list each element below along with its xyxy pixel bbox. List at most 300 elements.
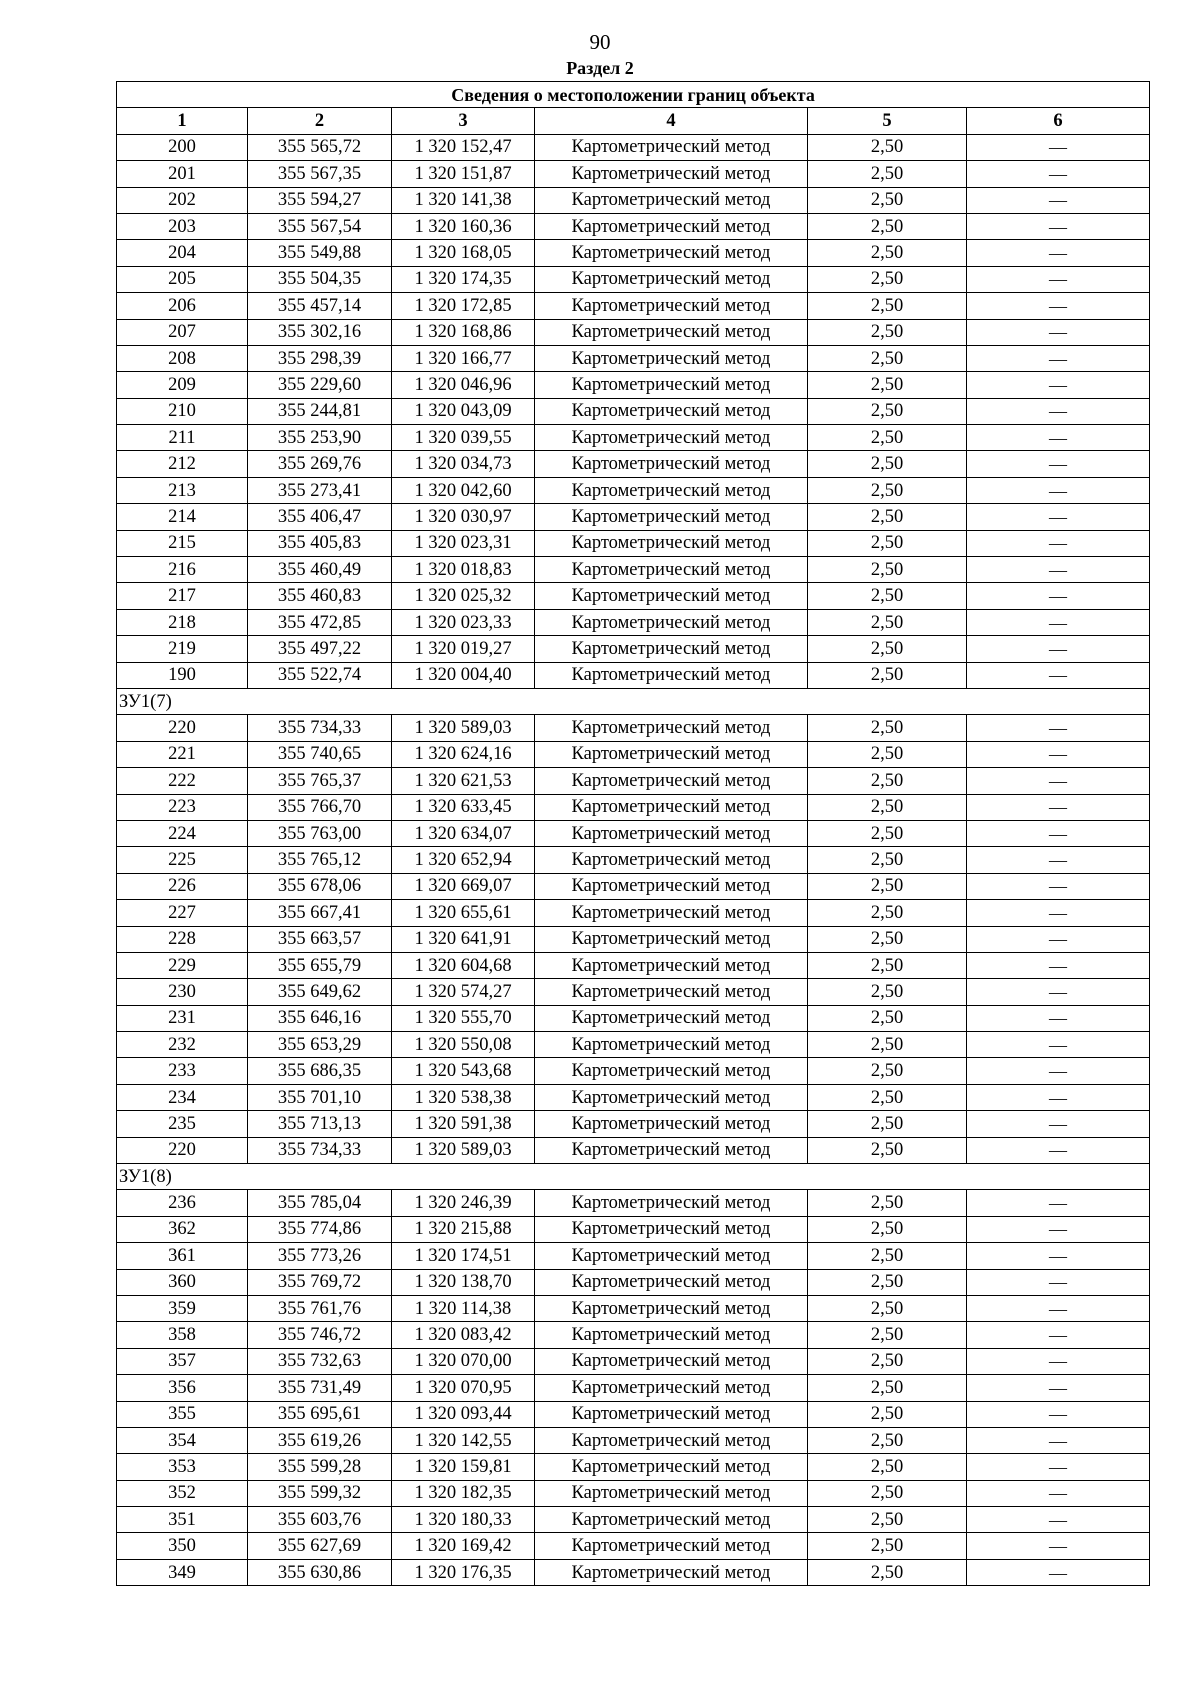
table-caption: Сведения о местоположении границ объекта — [117, 82, 1150, 108]
method-cell: Картометрический метод — [535, 1559, 808, 1585]
method-cell: Картометрический метод — [535, 213, 808, 239]
method-cell: Картометрический метод — [535, 1111, 808, 1137]
x-coordinate-cell: 355 701,10 — [248, 1084, 392, 1110]
table-row — [117, 1507, 1150, 1533]
accuracy-cell: 2,50 — [808, 1190, 967, 1216]
table-row — [117, 1401, 1150, 1427]
x-coordinate-cell: 355 504,35 — [248, 266, 392, 292]
method-cell: Картометрический метод — [535, 1032, 808, 1058]
x-coordinate-cell: 355 740,65 — [248, 741, 392, 767]
method-cell: Картометрический метод — [535, 477, 808, 503]
point-number-cell: 190 — [117, 662, 248, 688]
accuracy-cell: 2,50 — [808, 1005, 967, 1031]
method-cell: Картометрический метод — [535, 293, 808, 319]
y-coordinate-cell: 1 320 166,77 — [392, 345, 535, 371]
accuracy-cell: 2,50 — [808, 1084, 967, 1110]
x-coordinate-cell: 355 655,79 — [248, 952, 392, 978]
x-coordinate-cell: 355 599,32 — [248, 1480, 392, 1506]
x-coordinate-cell: 355 646,16 — [248, 1005, 392, 1031]
table-row — [117, 1480, 1150, 1506]
method-cell: Картометрический метод — [535, 504, 808, 530]
accuracy-cell: 2,50 — [808, 530, 967, 556]
table-row — [117, 768, 1150, 794]
table-row — [117, 1295, 1150, 1321]
x-coordinate-cell: 355 763,00 — [248, 820, 392, 846]
y-coordinate-cell: 1 320 591,38 — [392, 1111, 535, 1137]
point-number-cell: 351 — [117, 1507, 248, 1533]
method-cell: Картометрический метод — [535, 1137, 808, 1163]
method-cell: Картометрический метод — [535, 1084, 808, 1110]
table-row — [117, 1032, 1150, 1058]
group-label: ЗУ1(8) — [117, 1164, 1150, 1190]
y-coordinate-cell: 1 320 669,07 — [392, 873, 535, 899]
point-number-cell: 207 — [117, 319, 248, 345]
accuracy-cell: 2,50 — [808, 477, 967, 503]
x-coordinate-cell: 355 678,06 — [248, 873, 392, 899]
table-row — [117, 293, 1150, 319]
method-cell: Картометрический метод — [535, 1427, 808, 1453]
point-number-cell: 357 — [117, 1348, 248, 1374]
method-cell: Картометрический метод — [535, 741, 808, 767]
table-caption-row — [117, 82, 1150, 108]
y-coordinate-cell: 1 320 182,35 — [392, 1480, 535, 1506]
note-cell: — — [967, 583, 1150, 609]
accuracy-cell: 2,50 — [808, 583, 967, 609]
point-number-cell: 224 — [117, 820, 248, 846]
column-header: 5 — [808, 108, 967, 134]
y-coordinate-cell: 1 320 083,42 — [392, 1322, 535, 1348]
x-coordinate-cell: 355 761,76 — [248, 1295, 392, 1321]
table-row — [117, 847, 1150, 873]
y-coordinate-cell: 1 320 025,32 — [392, 583, 535, 609]
accuracy-cell: 2,50 — [808, 979, 967, 1005]
method-cell: Картометрический метод — [535, 187, 808, 213]
table-row — [117, 1375, 1150, 1401]
table-row — [117, 1190, 1150, 1216]
y-coordinate-cell: 1 320 046,96 — [392, 372, 535, 398]
y-coordinate-cell: 1 320 070,95 — [392, 1375, 535, 1401]
accuracy-cell: 2,50 — [808, 1295, 967, 1321]
method-cell: Картометрический метод — [535, 398, 808, 424]
point-number-cell: 236 — [117, 1190, 248, 1216]
y-coordinate-cell: 1 320 641,91 — [392, 926, 535, 952]
accuracy-cell: 2,50 — [808, 794, 967, 820]
x-coordinate-cell: 355 773,26 — [248, 1243, 392, 1269]
x-coordinate-cell: 355 229,60 — [248, 372, 392, 398]
accuracy-cell: 2,50 — [808, 293, 967, 319]
method-cell: Картометрический метод — [535, 557, 808, 583]
accuracy-cell: 2,50 — [808, 1480, 967, 1506]
table-row — [117, 1454, 1150, 1480]
x-coordinate-cell: 355 713,13 — [248, 1111, 392, 1137]
method-cell: Картометрический метод — [535, 1190, 808, 1216]
note-cell: — — [967, 293, 1150, 319]
y-coordinate-cell: 1 320 168,86 — [392, 319, 535, 345]
accuracy-cell: 2,50 — [808, 425, 967, 451]
point-number-cell: 349 — [117, 1559, 248, 1585]
accuracy-cell: 2,50 — [808, 240, 967, 266]
note-cell: — — [967, 477, 1150, 503]
y-coordinate-cell: 1 320 246,39 — [392, 1190, 535, 1216]
table-row — [117, 873, 1150, 899]
y-coordinate-cell: 1 320 039,55 — [392, 425, 535, 451]
table-row — [117, 530, 1150, 556]
y-coordinate-cell: 1 320 030,97 — [392, 504, 535, 530]
table-row — [117, 187, 1150, 213]
y-coordinate-cell: 1 320 172,85 — [392, 293, 535, 319]
section-title: Раздел 2 — [566, 58, 634, 78]
y-coordinate-cell: 1 320 176,35 — [392, 1559, 535, 1585]
table-row — [117, 820, 1150, 846]
x-coordinate-cell: 355 765,37 — [248, 768, 392, 794]
x-coordinate-cell: 355 663,57 — [248, 926, 392, 952]
method-cell: Картометрический метод — [535, 609, 808, 635]
y-coordinate-cell: 1 320 152,47 — [392, 134, 535, 160]
y-coordinate-cell: 1 320 168,05 — [392, 240, 535, 266]
accuracy-cell: 2,50 — [808, 609, 967, 635]
y-coordinate-cell: 1 320 159,81 — [392, 1454, 535, 1480]
y-coordinate-cell: 1 320 142,55 — [392, 1427, 535, 1453]
note-cell: — — [967, 1005, 1150, 1031]
accuracy-cell: 2,50 — [808, 900, 967, 926]
table-row — [117, 1322, 1150, 1348]
point-number-cell: 208 — [117, 345, 248, 371]
method-cell: Картометрический метод — [535, 266, 808, 292]
accuracy-cell: 2,50 — [808, 873, 967, 899]
note-cell: — — [967, 372, 1150, 398]
point-number-cell: 221 — [117, 741, 248, 767]
accuracy-cell: 2,50 — [808, 636, 967, 662]
x-coordinate-cell: 355 627,69 — [248, 1533, 392, 1559]
method-cell: Картометрический метод — [535, 662, 808, 688]
y-coordinate-cell: 1 320 174,51 — [392, 1243, 535, 1269]
method-cell: Картометрический метод — [535, 952, 808, 978]
x-coordinate-cell: 355 599,28 — [248, 1454, 392, 1480]
y-coordinate-cell: 1 320 652,94 — [392, 847, 535, 873]
table-row — [117, 583, 1150, 609]
note-cell: — — [967, 1269, 1150, 1295]
point-number-cell: 230 — [117, 979, 248, 1005]
note-cell: — — [967, 134, 1150, 160]
method-cell: Картометрический метод — [535, 372, 808, 398]
point-number-cell: 212 — [117, 451, 248, 477]
y-coordinate-cell: 1 320 160,36 — [392, 213, 535, 239]
table-row — [117, 134, 1150, 160]
table-row — [117, 662, 1150, 688]
accuracy-cell: 2,50 — [808, 1137, 967, 1163]
accuracy-cell: 2,50 — [808, 345, 967, 371]
accuracy-cell: 2,50 — [808, 1427, 967, 1453]
table-row — [117, 504, 1150, 530]
note-cell: — — [967, 1243, 1150, 1269]
point-number-cell: 355 — [117, 1401, 248, 1427]
note-cell: — — [967, 1295, 1150, 1321]
note-cell: — — [967, 1427, 1150, 1453]
point-number-cell: 210 — [117, 398, 248, 424]
point-number-cell: 220 — [117, 1137, 248, 1163]
table-row — [117, 161, 1150, 187]
x-coordinate-cell: 355 785,04 — [248, 1190, 392, 1216]
y-coordinate-cell: 1 320 634,07 — [392, 820, 535, 846]
y-coordinate-cell: 1 320 633,45 — [392, 794, 535, 820]
table-row — [117, 926, 1150, 952]
table-body — [117, 134, 1150, 1585]
point-number-cell: 232 — [117, 1032, 248, 1058]
method-cell: Картометрический метод — [535, 1005, 808, 1031]
x-coordinate-cell: 355 667,41 — [248, 900, 392, 926]
method-cell: Картометрический метод — [535, 1216, 808, 1242]
method-cell: Картометрический метод — [535, 1480, 808, 1506]
y-coordinate-cell: 1 320 555,70 — [392, 1005, 535, 1031]
accuracy-cell: 2,50 — [808, 926, 967, 952]
note-cell: — — [967, 1480, 1150, 1506]
accuracy-cell: 2,50 — [808, 372, 967, 398]
note-cell: — — [967, 425, 1150, 451]
note-cell: — — [967, 504, 1150, 530]
x-coordinate-cell: 355 766,70 — [248, 794, 392, 820]
table-row — [117, 979, 1150, 1005]
point-number-cell: 203 — [117, 213, 248, 239]
y-coordinate-cell: 1 320 004,40 — [392, 662, 535, 688]
y-coordinate-cell: 1 320 624,16 — [392, 741, 535, 767]
point-number-cell: 216 — [117, 557, 248, 583]
table-row — [117, 1084, 1150, 1110]
point-number-cell: 206 — [117, 293, 248, 319]
group-row — [117, 688, 1150, 714]
y-coordinate-cell: 1 320 180,33 — [392, 1507, 535, 1533]
x-coordinate-cell: 355 244,81 — [248, 398, 392, 424]
note-cell: — — [967, 1216, 1150, 1242]
table-row — [117, 240, 1150, 266]
accuracy-cell: 2,50 — [808, 1322, 967, 1348]
accuracy-cell: 2,50 — [808, 820, 967, 846]
x-coordinate-cell: 355 460,49 — [248, 557, 392, 583]
table-row — [117, 715, 1150, 741]
point-number-cell: 352 — [117, 1480, 248, 1506]
note-cell: — — [967, 557, 1150, 583]
note-cell: — — [967, 1533, 1150, 1559]
method-cell: Картометрический метод — [535, 451, 808, 477]
note-cell: — — [967, 530, 1150, 556]
y-coordinate-cell: 1 320 550,08 — [392, 1032, 535, 1058]
note-cell: — — [967, 345, 1150, 371]
accuracy-cell: 2,50 — [808, 847, 967, 873]
x-coordinate-cell: 355 567,35 — [248, 161, 392, 187]
y-coordinate-cell: 1 320 621,53 — [392, 768, 535, 794]
group-label: ЗУ1(7) — [117, 688, 1150, 714]
method-cell: Картометрический метод — [535, 636, 808, 662]
note-cell: — — [967, 952, 1150, 978]
y-coordinate-cell: 1 320 151,87 — [392, 161, 535, 187]
point-number-cell: 356 — [117, 1375, 248, 1401]
note-cell: — — [967, 266, 1150, 292]
table-row — [117, 636, 1150, 662]
x-coordinate-cell: 355 653,29 — [248, 1032, 392, 1058]
note-cell: — — [967, 1401, 1150, 1427]
point-number-cell: 228 — [117, 926, 248, 952]
method-cell: Картометрический метод — [535, 1322, 808, 1348]
x-coordinate-cell: 355 594,27 — [248, 187, 392, 213]
method-cell: Картометрический метод — [535, 820, 808, 846]
point-number-cell: 354 — [117, 1427, 248, 1453]
x-coordinate-cell: 355 269,76 — [248, 451, 392, 477]
accuracy-cell: 2,50 — [808, 1058, 967, 1084]
point-number-cell: 360 — [117, 1269, 248, 1295]
x-coordinate-cell: 355 565,72 — [248, 134, 392, 160]
y-coordinate-cell: 1 320 018,83 — [392, 557, 535, 583]
note-cell: — — [967, 187, 1150, 213]
accuracy-cell: 2,50 — [808, 715, 967, 741]
x-coordinate-cell: 355 497,22 — [248, 636, 392, 662]
point-number-cell: 217 — [117, 583, 248, 609]
table-row — [117, 609, 1150, 635]
method-cell: Картометрический метод — [535, 873, 808, 899]
method-cell: Картометрический метод — [535, 715, 808, 741]
table-row — [117, 741, 1150, 767]
x-coordinate-cell: 355 253,90 — [248, 425, 392, 451]
point-number-cell: 219 — [117, 636, 248, 662]
group-row — [117, 1164, 1150, 1190]
accuracy-cell: 2,50 — [808, 161, 967, 187]
y-coordinate-cell: 1 320 138,70 — [392, 1269, 535, 1295]
x-coordinate-cell: 355 567,54 — [248, 213, 392, 239]
method-cell: Картометрический метод — [535, 1533, 808, 1559]
point-number-cell: 353 — [117, 1454, 248, 1480]
point-number-cell: 229 — [117, 952, 248, 978]
table-row — [117, 372, 1150, 398]
accuracy-cell: 2,50 — [808, 451, 967, 477]
point-number-cell: 226 — [117, 873, 248, 899]
x-coordinate-cell: 355 460,83 — [248, 583, 392, 609]
note-cell: — — [967, 319, 1150, 345]
point-number-cell: 205 — [117, 266, 248, 292]
y-coordinate-cell: 1 320 589,03 — [392, 715, 535, 741]
page-number: 90 — [589, 30, 611, 54]
y-coordinate-cell: 1 320 023,33 — [392, 609, 535, 635]
note-cell: — — [967, 161, 1150, 187]
table-row — [117, 900, 1150, 926]
method-cell: Картометрический метод — [535, 979, 808, 1005]
table-row — [117, 1559, 1150, 1585]
column-header: 4 — [535, 108, 808, 134]
table-row — [117, 1533, 1150, 1559]
table-row — [117, 1137, 1150, 1163]
accuracy-cell: 2,50 — [808, 187, 967, 213]
point-number-cell: 235 — [117, 1111, 248, 1137]
note-cell: — — [967, 636, 1150, 662]
note-cell: — — [967, 662, 1150, 688]
x-coordinate-cell: 355 734,33 — [248, 715, 392, 741]
note-cell: — — [967, 1375, 1150, 1401]
y-coordinate-cell: 1 320 169,42 — [392, 1533, 535, 1559]
note-cell: — — [967, 715, 1150, 741]
note-cell: — — [967, 979, 1150, 1005]
method-cell: Картометрический метод — [535, 768, 808, 794]
accuracy-cell: 2,50 — [808, 1401, 967, 1427]
note-cell: — — [967, 873, 1150, 899]
point-number-cell: 361 — [117, 1243, 248, 1269]
x-coordinate-cell: 355 549,88 — [248, 240, 392, 266]
x-coordinate-cell: 355 406,47 — [248, 504, 392, 530]
method-cell: Картометрический метод — [535, 1507, 808, 1533]
point-number-cell: 234 — [117, 1084, 248, 1110]
method-cell: Картометрический метод — [535, 1375, 808, 1401]
accuracy-cell: 2,50 — [808, 1111, 967, 1137]
note-cell: — — [967, 1084, 1150, 1110]
table-row — [117, 1427, 1150, 1453]
table-row — [117, 266, 1150, 292]
point-number-cell: 211 — [117, 425, 248, 451]
method-cell: Картометрический метод — [535, 1454, 808, 1480]
accuracy-cell: 2,50 — [808, 1348, 967, 1374]
accuracy-cell: 2,50 — [808, 1533, 967, 1559]
method-cell: Картометрический метод — [535, 583, 808, 609]
point-number-cell: 227 — [117, 900, 248, 926]
method-cell: Картометрический метод — [535, 425, 808, 451]
table-row — [117, 1005, 1150, 1031]
x-coordinate-cell: 355 695,61 — [248, 1401, 392, 1427]
note-cell: — — [967, 1559, 1150, 1585]
table-row — [117, 319, 1150, 345]
accuracy-cell: 2,50 — [808, 1559, 967, 1585]
method-cell: Картометрический метод — [535, 319, 808, 345]
x-coordinate-cell: 355 405,83 — [248, 530, 392, 556]
column-header: 3 — [392, 108, 535, 134]
y-coordinate-cell: 1 320 023,31 — [392, 530, 535, 556]
note-cell: — — [967, 847, 1150, 873]
note-cell: — — [967, 900, 1150, 926]
method-cell: Картометрический метод — [535, 1401, 808, 1427]
note-cell: — — [967, 609, 1150, 635]
point-number-cell: 225 — [117, 847, 248, 873]
point-number-cell: 209 — [117, 372, 248, 398]
y-coordinate-cell: 1 320 655,61 — [392, 900, 535, 926]
table-row — [117, 1058, 1150, 1084]
point-number-cell: 200 — [117, 134, 248, 160]
table-row — [117, 477, 1150, 503]
table-row — [117, 1216, 1150, 1242]
x-coordinate-cell: 355 630,86 — [248, 1559, 392, 1585]
y-coordinate-cell: 1 320 042,60 — [392, 477, 535, 503]
note-cell: — — [967, 926, 1150, 952]
table-row — [117, 1269, 1150, 1295]
method-cell: Картометрический метод — [535, 530, 808, 556]
accuracy-cell: 2,50 — [808, 1216, 967, 1242]
x-coordinate-cell: 355 734,33 — [248, 1137, 392, 1163]
accuracy-cell: 2,50 — [808, 1269, 967, 1295]
accuracy-cell: 2,50 — [808, 266, 967, 292]
accuracy-cell: 2,50 — [808, 213, 967, 239]
y-coordinate-cell: 1 320 070,00 — [392, 1348, 535, 1374]
point-number-cell: 215 — [117, 530, 248, 556]
x-coordinate-cell: 355 649,62 — [248, 979, 392, 1005]
point-number-cell: 213 — [117, 477, 248, 503]
x-coordinate-cell: 355 769,72 — [248, 1269, 392, 1295]
method-cell: Картометрический метод — [535, 926, 808, 952]
y-coordinate-cell: 1 320 114,38 — [392, 1295, 535, 1321]
accuracy-cell: 2,50 — [808, 398, 967, 424]
accuracy-cell: 2,50 — [808, 1243, 967, 1269]
note-cell: — — [967, 820, 1150, 846]
x-coordinate-cell: 355 302,16 — [248, 319, 392, 345]
point-number-cell: 202 — [117, 187, 248, 213]
method-cell: Картометрический метод — [535, 1348, 808, 1374]
point-number-cell: 201 — [117, 161, 248, 187]
table-row — [117, 213, 1150, 239]
method-cell: Картометрический метод — [535, 1058, 808, 1084]
accuracy-cell: 2,50 — [808, 741, 967, 767]
method-cell: Картометрический метод — [535, 1269, 808, 1295]
